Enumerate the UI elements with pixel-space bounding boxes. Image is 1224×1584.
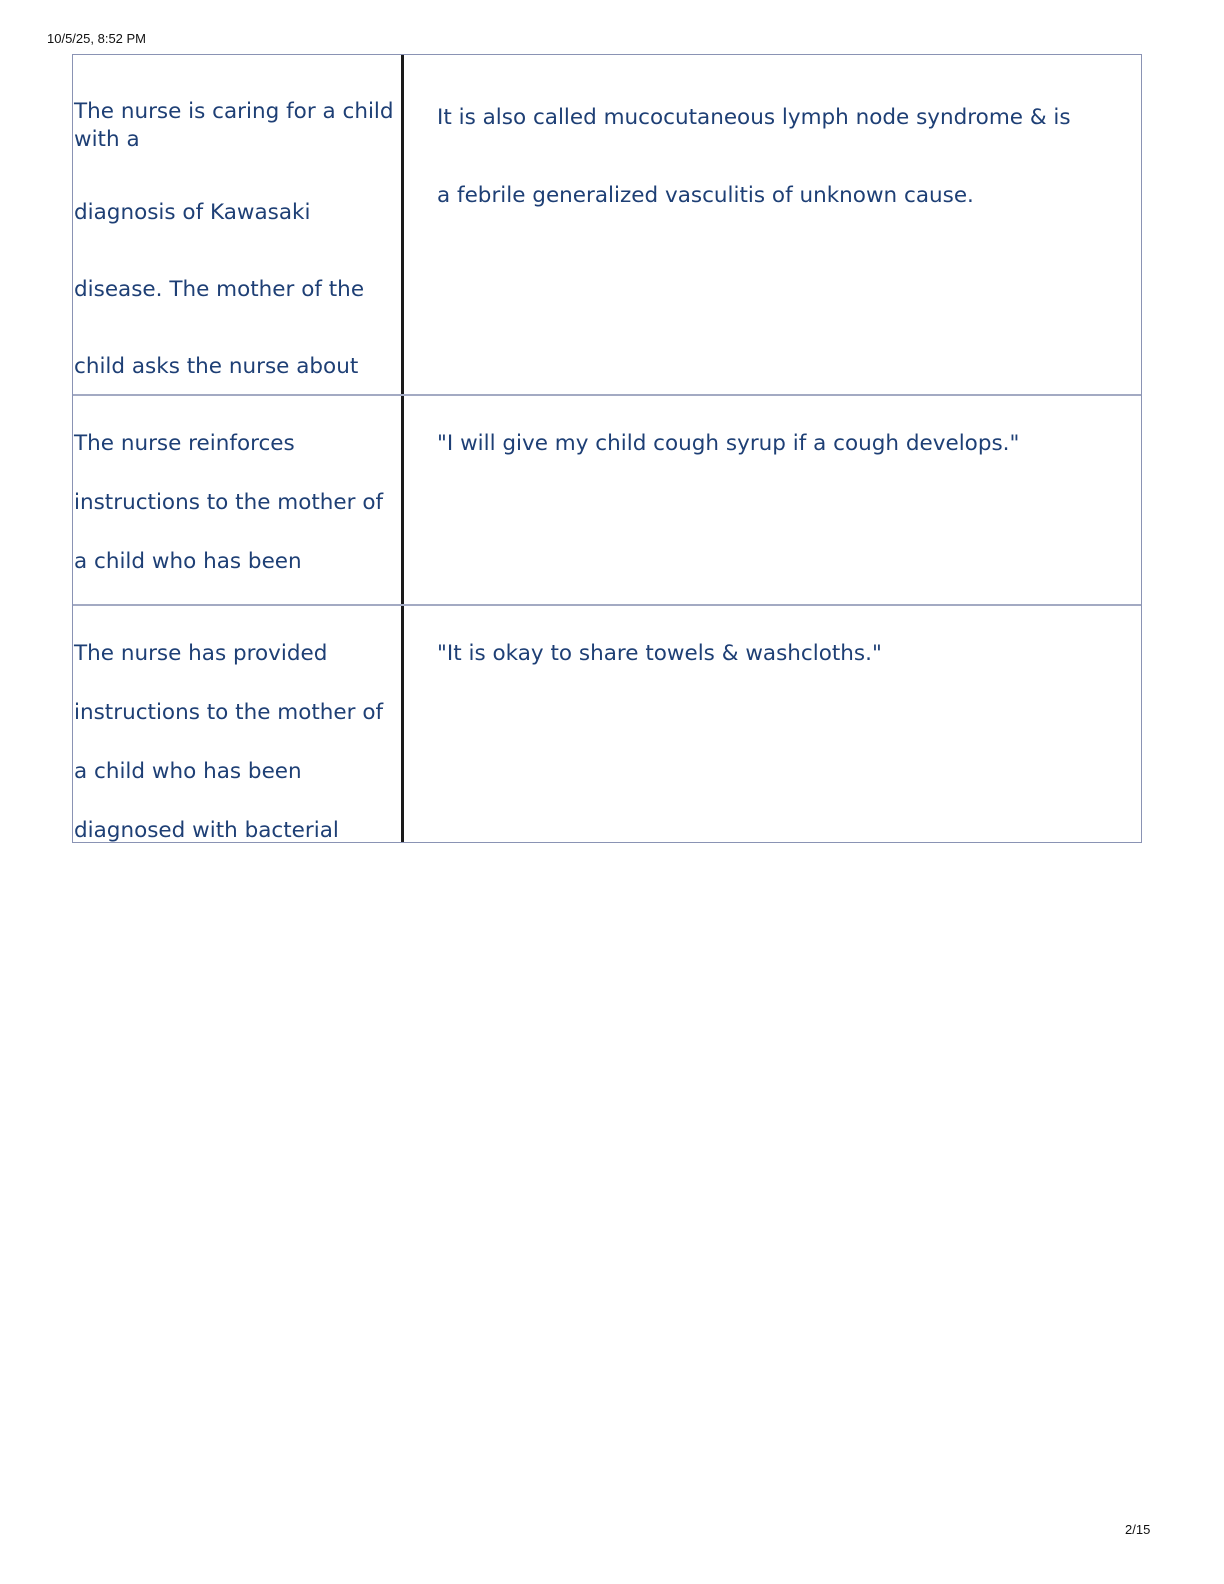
print-date: 10/5/25, 8:52 PM [47, 31, 147, 46]
term-line: The nurse reinforces [74, 431, 295, 457]
definition-line: "It is okay to share towels & washcloths." [437, 641, 882, 667]
term-cell [73, 55, 404, 394]
term-line: child asks the nurse about [74, 354, 359, 379]
definition-line: It is also called mucocutaneous lymph node syndrome & is [437, 105, 1071, 130]
flashcard-table [72, 54, 1142, 843]
definition-line: a febrile generalized vasculitis of unknown cause. [437, 183, 974, 208]
term-line: diagnosis of Kawasaki [74, 200, 311, 225]
definition-cell [404, 606, 1141, 842]
term-line: The nurse has provided [74, 641, 328, 667]
definition-cell [404, 55, 1141, 394]
term-line: instructions to the mother of [74, 490, 384, 516]
term-cell [73, 606, 404, 842]
term-cell [73, 396, 404, 604]
term-line: instructions to the mother of [74, 700, 384, 726]
term-line: diagnosed with bacterial [74, 817, 339, 842]
term-line: a child who has been [74, 549, 302, 575]
term-line: disease. The mother of the [74, 277, 365, 302]
definition-line: "I will give my child cough syrup if a cough develops." [437, 431, 1020, 457]
term-line: a child who has been [74, 759, 302, 785]
table-row [73, 604, 1141, 842]
definition-cell [404, 396, 1141, 604]
table-row [73, 394, 1141, 604]
page-number: 2/15 [1125, 1522, 1151, 1537]
table-row [73, 55, 1141, 394]
term-line: The nurse is caring for a child with a [74, 98, 394, 152]
